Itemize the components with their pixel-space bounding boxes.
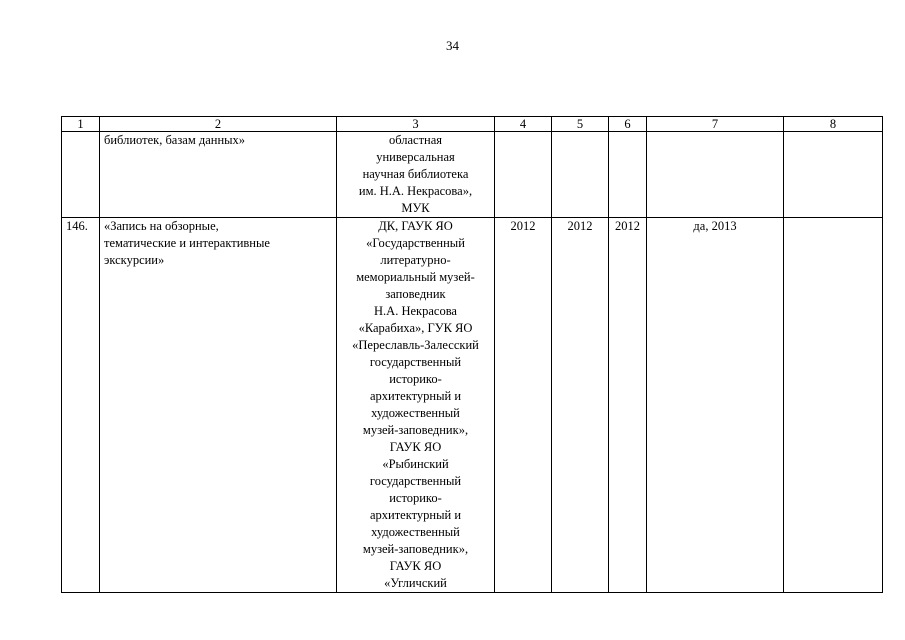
- header-cell: 1: [62, 117, 100, 132]
- notes-cell: [784, 132, 883, 218]
- year-cell: [552, 132, 609, 218]
- header-cell: 5: [552, 117, 609, 132]
- cell-line: историко-: [389, 491, 442, 505]
- year-cell: 2012: [495, 218, 552, 593]
- cell-line: универсальная: [376, 150, 455, 164]
- cell-line: музей-заповедник»,: [362, 542, 469, 556]
- header-cell: 7: [647, 117, 784, 132]
- header-cell: 3: [337, 117, 495, 132]
- cell-line: архитектурный и: [369, 508, 462, 522]
- service-name-cell: библиотек, базам данных»: [100, 132, 337, 218]
- header-cell: 6: [609, 117, 647, 132]
- cell-line: художественный: [371, 525, 460, 539]
- year-cell: [609, 132, 647, 218]
- cell-line: мемориальный музей-: [356, 270, 475, 284]
- table-row: [62, 132, 883, 218]
- cell-line: МУК: [401, 201, 430, 215]
- header-cell: 4: [495, 117, 552, 132]
- status-cell: да, 2013: [647, 218, 784, 593]
- cell-line: художественный: [371, 406, 460, 420]
- cell-line: ГАУК ЯО: [389, 440, 442, 454]
- service-name-cell: [100, 218, 337, 593]
- year-cell: 2012: [552, 218, 609, 593]
- status-cell: [647, 132, 784, 218]
- provider-cell: [337, 218, 495, 593]
- cell-line: государственный: [369, 474, 462, 488]
- row-number-cell: [62, 132, 100, 218]
- cell-line: Н.А. Некрасова: [374, 304, 457, 318]
- document-table: [61, 116, 883, 593]
- cell-line: ДК, ГАУК ЯО: [378, 219, 453, 233]
- cell-line: музей-заповедник»,: [362, 423, 469, 437]
- row-number-cell: 146.: [62, 218, 100, 593]
- year-cell: 2012: [609, 218, 647, 593]
- cell-line: научная библиотека: [362, 167, 469, 181]
- cell-line: заповедник: [385, 287, 446, 301]
- page-number: 34: [446, 38, 459, 53]
- notes-cell: [784, 218, 883, 593]
- cell-line: экскурсии»: [104, 253, 165, 267]
- header-row: [62, 117, 883, 132]
- cell-line: тематические и интерактивные: [104, 236, 270, 250]
- cell-line: «Переславль-Залесский: [352, 338, 479, 352]
- cell-line: государственный: [369, 355, 462, 369]
- cell-line: областная: [388, 133, 443, 147]
- provider-cell: [337, 132, 495, 218]
- cell-line: литературно-: [380, 253, 451, 267]
- cell-line: «Карабиха», ГУК ЯО: [358, 321, 473, 335]
- cell-line: «Угличский: [384, 576, 447, 590]
- table-row: [62, 218, 883, 593]
- cell-line: «Запись на обзорные,: [104, 219, 219, 233]
- header-cell: 8: [784, 117, 883, 132]
- year-cell: [495, 132, 552, 218]
- cell-line: им. Н.А. Некрасова»,: [358, 184, 473, 198]
- cell-line: ГАУК ЯО: [389, 559, 442, 573]
- cell-line: «Государственный: [366, 236, 465, 250]
- cell-line: «Рыбинский: [382, 457, 449, 471]
- cell-line: историко-: [389, 372, 442, 386]
- cell-line: архитектурный и: [369, 389, 462, 403]
- header-cell: 2: [100, 117, 337, 132]
